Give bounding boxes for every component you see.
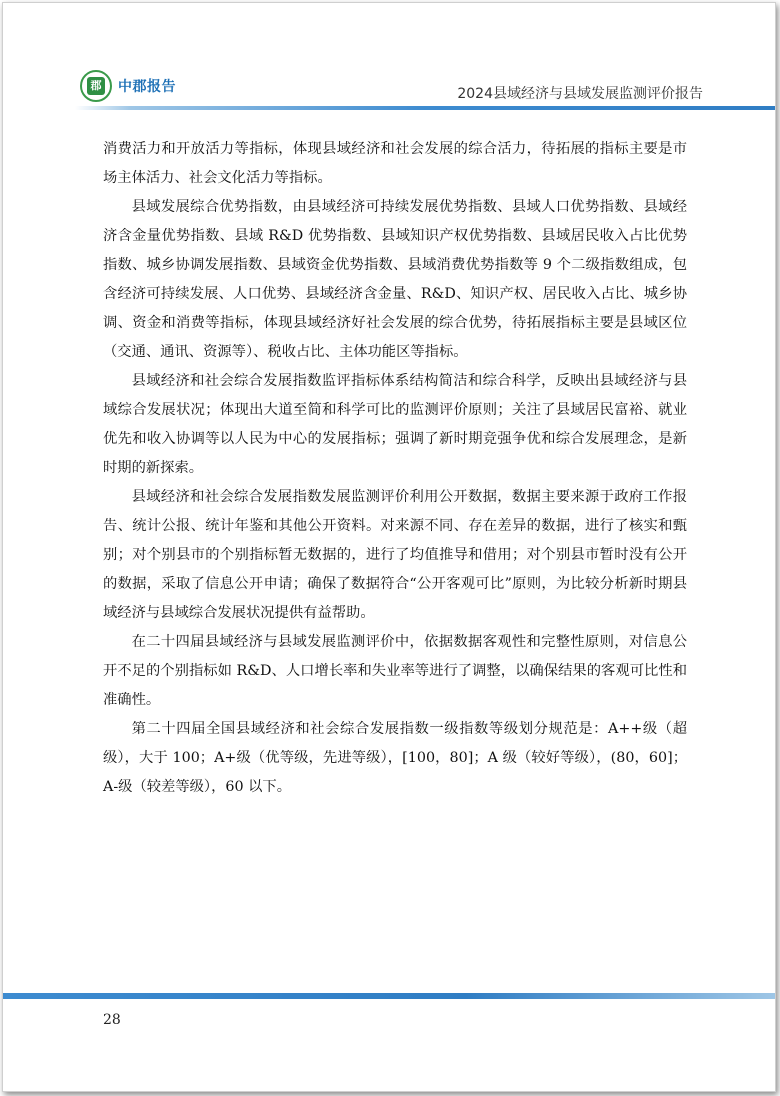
footer-divider <box>3 993 775 999</box>
paragraph-continuation: 消费活力和开放活力等指标，体现县域经济和社会发展的综合活力，待拓展的指标主要是市场主体活力、社会文化活力等指标。 <box>103 141 687 186</box>
header-divider <box>75 106 775 110</box>
running-header-title: 2024县域经济与县域发展监测评价报告 <box>457 86 703 102</box>
publisher-logo <box>80 70 176 102</box>
paragraph-composite-advantage-index: 县域发展综合优势指数，由县域经济可持续发展优势指数、县域人口优势指数、县域经济含金量优势指数、县域 R&D 优势指数、县域知识产权优势指数、县域居民收入占比优势指数、城乡协调发展指数、县域资金优势指数、县域消费优势指数等 9 个二级指数组成，包含经济可持续发展、人口优势、县域经济含金量、R&D、知识产权、居民收入占比、城乡协调、资金和消费等指标，体现县域经济好社会发展的综合优势，待拓展指标主要是县域区位（交通、通讯、资源等）、税收占比、主体功能区等指标。 <box>103 199 687 360</box>
body-text <box>103 135 687 802</box>
paragraph-adjustments: 在二十四届县域经济与县域发展监测评价中，依据数据客观性和完整性原则，对信息公开不足的个别指标如 R&D、人口增长率和失业率等进行了调整，以确保结果的客观可比性和准确性。 <box>103 634 687 708</box>
paragraph-grading-standard: 第二十四届全国县域经济和社会综合发展指数一级指数等级划分规范是：A++级（超级），大于 100；A+级（优等级，先进等级），[100，80]；A 级（较好等级），(80，60]；A-级（较差等级），60 以下。 <box>103 721 687 795</box>
logo-emblem-icon <box>80 70 112 102</box>
page-number: 28 <box>103 1012 121 1028</box>
document-page <box>2 2 776 1092</box>
paragraph-indicator-system: 县域经济和社会综合发展指数监评指标体系结构简洁和综合科学，反映出县域经济与县域综合发展状况；体现出大道至简和科学可比的监测评价原则；关注了县域居民富裕、就业优先和收入协调等以人民为中心的发展指标；强调了新时期竞强争优和综合发展理念，是新时期的新探索。 <box>103 373 687 476</box>
paragraph-data-sources: 县域经济和社会综合发展指数发展监测评价利用公开数据，数据主要来源于政府工作报告、统计公报、统计年鉴和其他公开资料。对来源不同、存在差异的数据，进行了核实和甄别；对个别县市的个别指标暂无数据的，进行了均值推导和借用；对个别县市暂时没有公开的数据，采取了信息公开申请；确保了数据符合“公开客观可比”原则，为比较分析新时期县域经济与县域综合发展状况提供有益帮助。 <box>103 489 687 621</box>
logo-glyph: 郡 <box>87 77 105 95</box>
logo-text: 中郡报告 <box>118 79 176 95</box>
